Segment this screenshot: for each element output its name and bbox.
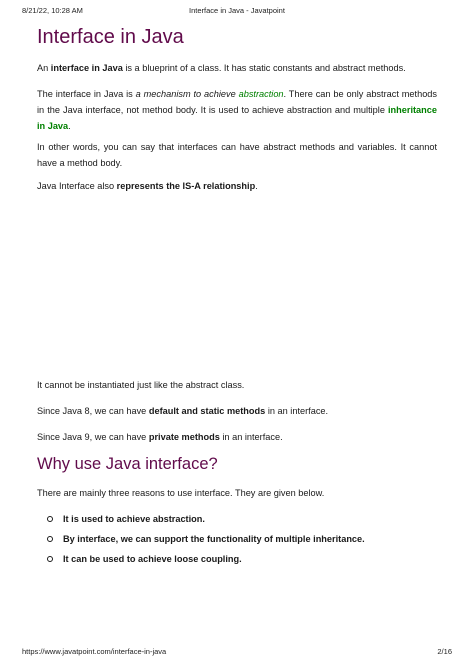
bold-term: default and static methods [148,406,266,416]
list-item-text: By interface, we can support the functionality of multiple inheritance. [63,534,365,544]
intro-paragraph [37,60,437,76]
reasons-intro-paragraph: There are mainly three reasons to use interface. They are given below. [37,488,325,498]
section-heading: Why use Java interface? [37,455,218,473]
bold-term: private methods [148,432,220,442]
text: Since Java 9, we can have [37,432,149,442]
list-item-text: It can be used to achieve loose coupling. [63,554,242,564]
italic-text: a mechanism to achieve [135,89,239,99]
text: is a blueprint of a class. It has static constants and abstract methods. [122,63,406,73]
bold-term: interface in Java [50,63,123,73]
list-item [37,531,437,551]
article-title: Interface in Java [37,26,184,48]
abstraction-link[interactable]: abstraction [238,89,284,99]
text: . [68,121,71,131]
list-item [37,511,437,531]
text: Java Interface also [37,181,117,191]
text: . [255,181,258,191]
list-item [37,551,437,571]
print-footer [22,647,452,659]
print-date: 8/21/22, 10:28 AM [22,6,83,15]
bold-term: represents the IS-A relationship [116,181,256,191]
circle-bullet-icon [47,516,53,522]
other-words-paragraph: In other words, you can say that interfaces can have abstract methods and variables. It cannot have a method body. [37,142,437,168]
print-page-title: Interface in Java - Javatpoint [189,6,285,15]
inheritance-link[interactable]: inheritance in Java [37,105,437,131]
java9-paragraph [37,429,437,445]
is-a-paragraph [37,178,437,194]
java8-paragraph [37,403,437,419]
mechanism-paragraph [37,86,437,134]
text: The interface in Java is [37,89,136,99]
page-url: https://www.javatpoint.com/interface-in-java [22,647,167,656]
circle-bullet-icon [47,536,53,542]
circle-bullet-icon [47,556,53,562]
list-item-text: It is used to achieve abstraction. [63,514,205,524]
instantiation-paragraph: It cannot be instantiated just like the abstract class. [37,380,245,390]
text: An [37,63,51,73]
text: in an interface. [219,432,283,442]
text: Since Java 8, we can have [37,406,149,416]
print-header [22,6,452,18]
reasons-list [37,511,437,571]
page-number: 2/16 [437,647,452,656]
text: . There can be only abstract methods in the Java interface, not method body. It is used to achieve abstraction and multiple [37,89,438,115]
text: in an interface. [265,406,329,416]
